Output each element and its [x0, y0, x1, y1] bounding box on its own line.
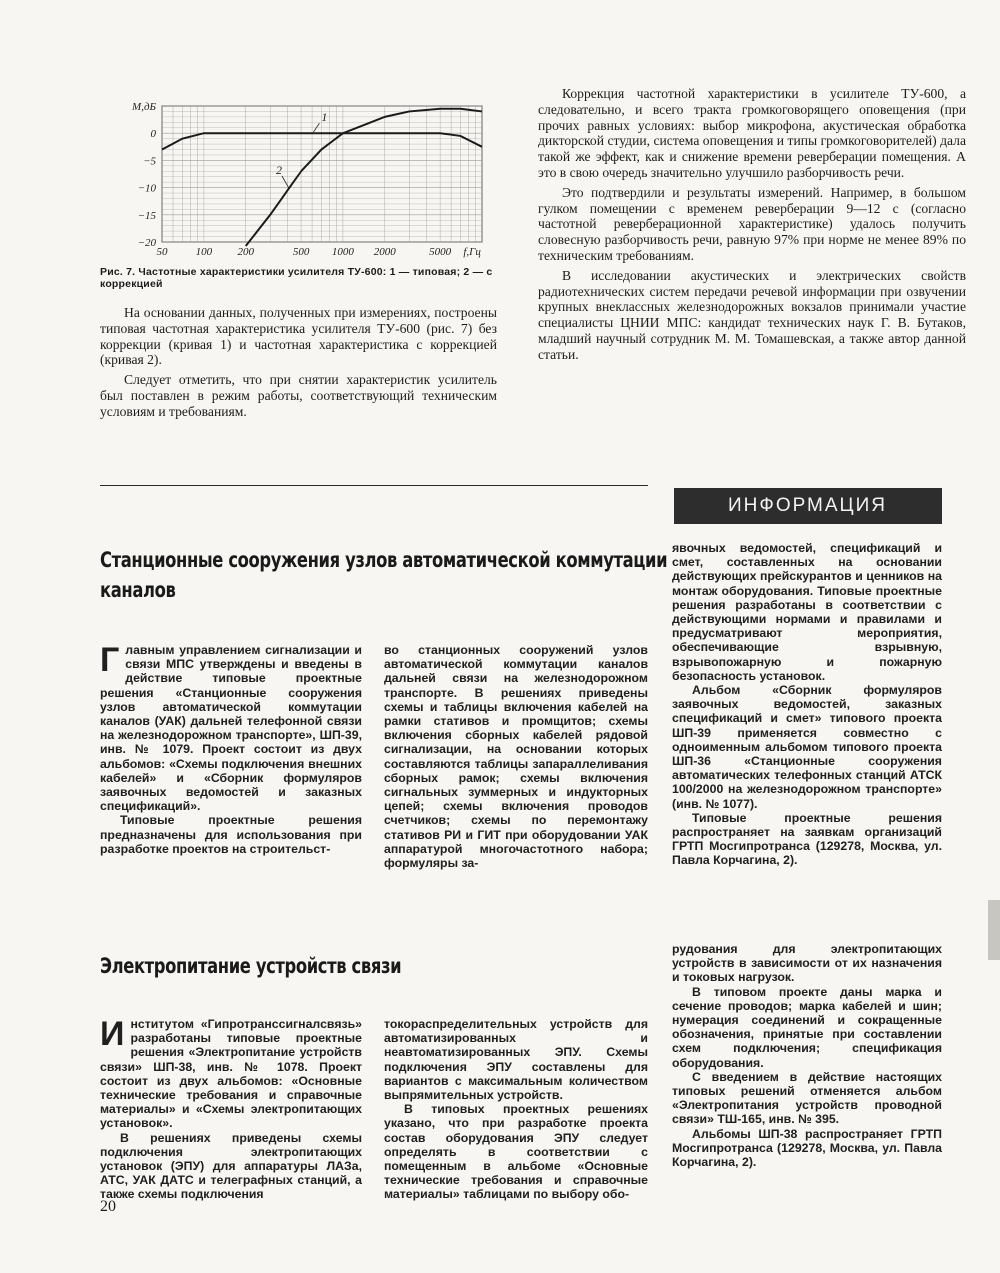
paragraph: В типовом проекте даны марка и сечение проводов; марка кабелей и шин; нумерация соединений и сокращенные обозначения, принятые при составлении схем подключения; спецификация оборудования.	[672, 984, 942, 1070]
drop-cap: Г	[100, 641, 120, 679]
page-number: 20	[100, 1198, 116, 1215]
scan-edge-shadow	[988, 900, 1000, 960]
paragraph: На основании данных, полученных при измерениях, построены типовая частотная характеристика усилителя ТУ-600 (рис. 7) без коррекции (кривая 1) и частотная характеристика с коррекцией (кривая 2).	[100, 305, 497, 368]
y-tick-label: 0	[150, 128, 156, 141]
figure-caption: Рис. 7. Частотные характеристики усилителя ТУ-600: 1 — типовая; 2 — с коррекцией	[100, 266, 493, 290]
paragraph: Коррекция частотной характеристики в усилителе ТУ-600, а следовательно, и всего тракта громкоговорящего оповещения (при прочих равных условиях: выбор микрофона, акустическая обработка дикторской студии, система оповещения и типы громкоговорителей) дала такой же эффект, как и снижение времени реверберации помещения. А это в свою очередь значительно улучшило разборчивость речи.	[538, 86, 966, 180]
article-1-column-2	[384, 643, 648, 870]
frequency-response-chart	[100, 92, 510, 270]
y-tick-label: −10	[137, 182, 156, 195]
info-section-badge: ИНФОРМАЦИЯ	[674, 488, 942, 524]
article-2-column-1	[100, 1017, 362, 1202]
top-left-column	[100, 305, 497, 424]
paragraph: явочных ведомостей, спецификаций и смет, составленных на основании действующих прейскурантов и ценников на монтаж оборудования. Типовые проектные решения разработаны в соответствии с действующими нормами и правилами и предусматривают мероприятия, обеспечивающие взрывную, взрывопожарную и пожарную безопасность установок.	[672, 541, 942, 683]
x-tick-label: 100	[195, 246, 213, 258]
top-right-column	[538, 86, 966, 367]
paragraph: В типовых проектных решениях указано, что при разработке проекта состав оборудования ЭПУ следует определять в соответствии с помещенным в альбоме «Основные технические требования и справочные материалы» таблицами по выбору обо-	[384, 1102, 648, 1202]
paragraph: С введением в действие настоящих типовых решений отменяется альбом «Электропитания устройств проводной связи» ТШ-165, инв. № 395.	[672, 1069, 942, 1127]
paragraph: Типовые проектные решения распространяет на заявкам организаций ГРТП Мосгипротранса (129278, Москва, ул. Павла Корчагина, 2).	[672, 810, 942, 868]
section-divider	[100, 485, 648, 486]
paragraph: Альбом «Сборник формуляров заявочных ведомостей, заказных спецификаций и смет» типового проекта ШП-39 применяется совместно с одноименным альбомом типового проекта ШП-36 «Станционные сооружения автоматических телефонных станций АТСК 100/2000 на железнодорожном транспорте» (инв. № 1077).	[672, 683, 942, 811]
paragraph: Это подтвердили и результаты измерений. Например, в большом гулком помещении с временем реверберации 9—12 с (согласно частотной реверберационной характеристике) удалось получить словесную разборчивость речи, равную 97% при норме не менее 89% по техническим требованиям.	[538, 184, 966, 263]
paragraph: В исследовании акустических и электрических свойств радиотехнических систем передачи речевой информации при озвучении крупных внеклассных железнодорожных вокзалов принимали участие специалисты ЦНИИ МПС: кандидат технических наук Г. В. Бутаков, младший научный сотрудник М. М. Томашевская, а также автор данной статьи.	[538, 267, 966, 362]
article-2-column-2	[384, 1017, 648, 1202]
article-1-column-3	[672, 541, 942, 868]
x-tick-label: 500	[292, 246, 310, 258]
x-tick-label: 200	[237, 246, 254, 258]
paragraph: Альбомы ШП-38 распространяет ГРТП Мосгипротранса (129278, Москва, ул. Павла Корчагина, 2).	[672, 1126, 942, 1170]
paragraph: рудования для электропитающих устройств в зависимости от их назначения и токовых нагрузок.	[672, 942, 942, 985]
curve-1-label: 1	[321, 110, 328, 125]
x-tick-label: 1000	[331, 246, 354, 258]
y-tick-label: −5	[143, 155, 156, 168]
x-tick-label: 5000	[429, 246, 452, 258]
chart-svg	[100, 92, 510, 270]
article-2-column-3	[672, 942, 942, 1169]
paragraph: Типовые проектные решения предназначены для использования при разработке проектов на строительст-	[100, 813, 362, 856]
x-tick-label: 2000	[373, 246, 396, 258]
drop-cap: И	[100, 1015, 125, 1053]
paragraph: токораспределительных устройств для автоматизированных и неавтоматизированных ЭПУ. Схемы подключения ЭПУ составлены для вариантов с максимальным количеством выпрямительных устройств.	[384, 1017, 648, 1103]
paragraph-text: нститутом «Гипротранссигналсвязь» разработаны типовые проектные решения «Электропитание устройств связи» ШП-38, инв. № 1078. Проект состоит из двух альбомов: «Основные технические требования и справочные материалы» и «Схемы электропитающих установок».	[100, 1017, 362, 1131]
curve-2-label: 2	[275, 163, 282, 177]
paragraph: во станционных сооружений узлов автоматической коммутации каналов дальней связи на железнодорожном транспорте. В решениях приведены схемы и таблицы включения кабелей на рамки стативов и промщитов; схемы включения сборных кабелей рядовой сигнализации, на основании которых составляются таблицы запараллеливания сборных рамок; схемы включения сигнальных зуммерных и индукторных цепей; схемы включения проводов счетчиков; схемы по перемонтажу стативов РИ и ГИТ при оборудовании УАК аппаратурой многочастотного набора; формуляры за-	[384, 643, 648, 871]
x-tick-label: 50	[156, 246, 168, 258]
y-tick-label: −15	[137, 209, 156, 222]
paragraph: В решениях приведены схемы подключения электропитающих установок (ЭПУ) для аппаратуры ЛАЗа, АТС, УАК ДАТС и телеграфных станций, а также схемы подключения	[100, 1130, 362, 1202]
paragraph-text: лавным управлением сигнализации и связи МПС утверждены и введены в действие типовые проектные решения «Станционные сооружения узлов автоматической коммутации каналов (УАК) дальней телефонной связи на железнодорожном транспорте», ШП-39, инв. № 1079. Проект состоит из двух альбомов: «Схемы подключения внешних кабелей» и «Сборник формуляров заявочных ведомостей и заказных спецификаций».	[100, 643, 362, 814]
article-1-headline: Станционные сооружения узлов автоматической коммутации каналов	[100, 548, 668, 602]
paragraph-with-dropcap	[100, 1017, 362, 1131]
paragraph: Следует отметить, что при снятии характеристик усилитель был поставлен в режим работы, соответствующий техническим условиям и требованиям.	[100, 372, 497, 419]
paragraph-with-dropcap	[100, 643, 362, 813]
x-axis-label: f,Гц	[463, 246, 481, 258]
y-tick-label: −20	[137, 237, 156, 249]
series-line-2	[246, 109, 482, 246]
article-1-column-1	[100, 643, 362, 856]
y-axis-label: M,дБ	[132, 101, 156, 113]
plot-frame	[162, 106, 482, 242]
series-line-1	[162, 133, 482, 149]
article-2-headline: Электропитание устройств связи	[100, 954, 402, 978]
